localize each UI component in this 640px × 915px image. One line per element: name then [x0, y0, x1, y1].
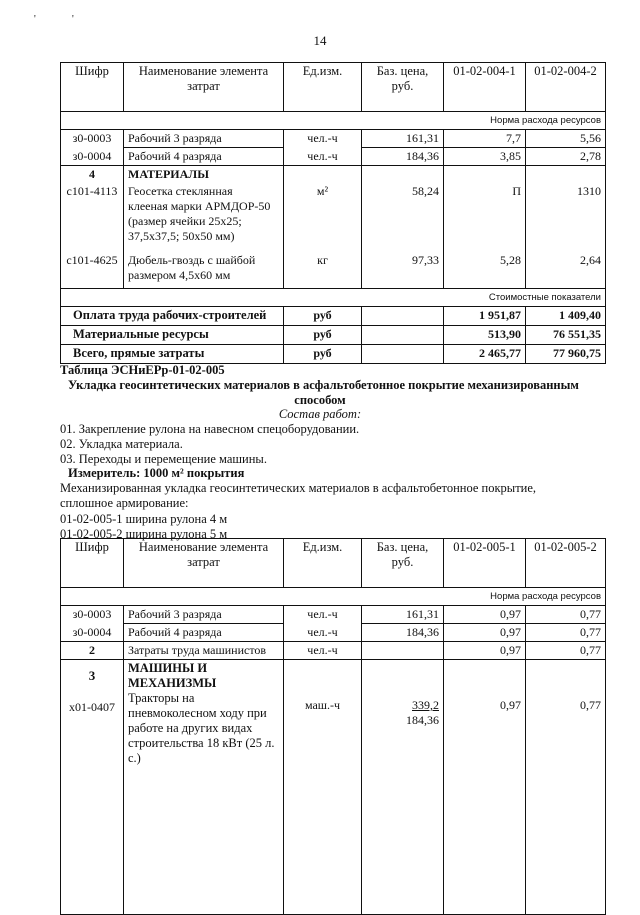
resource-table-1	[60, 62, 606, 364]
row-value-a: 7,7	[444, 130, 526, 148]
row-value-b: 0,77	[526, 606, 606, 624]
section-title-cont: МЕХАНИЗМЫ	[128, 676, 217, 690]
composition-label: Состав работ:	[278, 407, 362, 421]
header-name: Наименование элемента затрат	[124, 539, 284, 588]
total-unit: руб	[284, 345, 362, 364]
header-unit: Ед.изм.	[284, 63, 362, 112]
total-row	[61, 345, 606, 364]
row-value-b: 0,77	[526, 642, 606, 660]
work-step: 02. Укладка материала.	[60, 437, 183, 451]
section-number: 4	[61, 166, 124, 184]
total-name: Всего, прямые затраты	[61, 345, 284, 364]
section-name-cell	[124, 660, 284, 915]
table-row	[61, 148, 606, 166]
table-row	[61, 183, 606, 249]
total-row	[61, 307, 606, 326]
header-name: Наименование элемента затрат	[124, 63, 284, 112]
total-name: Материальные ресурсы	[61, 326, 284, 345]
section-cell	[61, 660, 124, 915]
work-step: 03. Переходы и перемещение машины.	[60, 452, 267, 466]
total-value-a: 513,90	[444, 326, 526, 345]
row-value-a: 0,97	[444, 624, 526, 642]
row-value-b: 0,77	[526, 660, 606, 915]
table-header-row	[61, 63, 606, 112]
scan-mark: '	[34, 14, 36, 25]
row-name-line: Тракторы на	[128, 691, 195, 705]
variant: 01-02-005-2 ширина рулона 5 м	[60, 527, 228, 541]
row-value-b: 2,78	[526, 148, 606, 166]
row-unit: маш.-ч	[284, 660, 362, 915]
total-value-b: 76 551,35	[526, 326, 606, 345]
row-unit: кг	[284, 249, 362, 289]
row-value-a: 0,97	[444, 606, 526, 624]
row-name-line: Геосетка стеклянная	[128, 184, 233, 198]
row-name-line: пневмоколесном ходу при	[128, 706, 267, 720]
row-value-b: 2,64	[526, 249, 606, 289]
total-value-a: 2 465,77	[444, 345, 526, 364]
variant: 01-02-005-1 ширина рулона 4 м	[60, 512, 228, 526]
row-code: з0-0004	[61, 624, 124, 642]
table-row	[61, 642, 606, 660]
header-col-b: 01-02-005-2	[526, 539, 606, 588]
row-code: с101-4625	[61, 249, 124, 289]
row-price	[362, 660, 444, 915]
header-code: Шифр	[61, 63, 124, 112]
norm-row	[61, 112, 606, 130]
header-code: Шифр	[61, 539, 124, 588]
total-row	[61, 326, 606, 345]
work-step: 01. Закрепление рулона на навесном спецоборудовании.	[60, 422, 360, 436]
section-heading: Укладка геосинтетических материалов в асфальтобетонное покрытие механизированным	[68, 378, 579, 392]
cost-label: Стоимостные показатели	[61, 289, 606, 307]
row-value-b: 1310	[526, 183, 606, 249]
description: Механизированная укладка геосинтетических материалов в асфальтобетонное покрытие,	[60, 481, 537, 495]
row-unit: чел.-ч	[284, 606, 362, 624]
row-price-labor: 184,36	[406, 713, 439, 727]
row-value-b: 5,56	[526, 130, 606, 148]
row-price: 161,31	[362, 606, 444, 624]
row-name-line: клееная марки АРМДОР-50	[128, 199, 271, 213]
row-value-a: 0,97	[444, 660, 526, 915]
description-cont: сплошное армирование:	[60, 496, 189, 510]
row-value-a: 3,85	[444, 148, 526, 166]
header-unit: Ед.изм.	[284, 539, 362, 588]
cost-row	[61, 289, 606, 307]
table-row	[61, 624, 606, 642]
table-header-row	[61, 539, 606, 588]
scan-mark: '	[72, 14, 74, 25]
row-name	[124, 183, 284, 249]
row-unit: чел.-ч	[284, 642, 362, 660]
total-unit: руб	[284, 307, 362, 326]
meter-label: Измеритель: 1000 м² покрытия	[68, 466, 245, 480]
row-value-a: 5,28	[444, 249, 526, 289]
header-price: Баз. цена, руб.	[362, 539, 444, 588]
row-name-line: 37,5х37,5; 50х50 мм)	[128, 229, 235, 243]
row-name: Рабочий 3 разряда	[124, 606, 284, 624]
table-title: Таблица ЭСНиЕРр-01-02-005	[60, 363, 225, 377]
row-name-line: работе на других видах	[128, 721, 253, 735]
row-name-line: Дюбель-гвоздь с шайбой	[128, 253, 256, 267]
header-col-a: 01-02-005-1	[444, 539, 526, 588]
section-row	[61, 660, 606, 915]
norm-row	[61, 588, 606, 606]
row-value-b: 0,77	[526, 624, 606, 642]
section-title: МАТЕРИАЛЫ	[124, 166, 284, 184]
header-col-a: 01-02-004-1	[444, 63, 526, 112]
row-code: з0-0004	[61, 148, 124, 166]
total-value-b: 1 409,40	[526, 307, 606, 326]
row-price: 58,24	[362, 183, 444, 249]
resource-table-2	[60, 538, 606, 915]
row-code: з0-0003	[61, 606, 124, 624]
total-value-a: 1 951,87	[444, 307, 526, 326]
row-value-a: П	[444, 183, 526, 249]
table-row	[61, 130, 606, 148]
row-name-line: (размер ячейки 25х25;	[128, 214, 242, 228]
section-heading-cont: способом	[294, 393, 346, 407]
norm-label: Норма расхода ресурсов	[61, 112, 606, 130]
header-price: Баз. цена, руб.	[362, 63, 444, 112]
row-value-a: 0,97	[444, 642, 526, 660]
row-price: 184,36	[362, 148, 444, 166]
row-unit: м²	[284, 183, 362, 249]
row-code: х01-0407	[69, 700, 115, 714]
row-price-main: 339,2	[412, 698, 439, 712]
row-price: 161,31	[362, 130, 444, 148]
row-name-line: размером 4,5х60 мм	[128, 268, 231, 282]
row-unit: чел.-ч	[284, 148, 362, 166]
row-unit: чел.-ч	[284, 130, 362, 148]
row-name-line: строительства 18 кВт (25 л.	[128, 736, 275, 750]
row-name-line: с.)	[128, 751, 141, 765]
row-code: 2	[61, 642, 124, 660]
row-code: з0-0003	[61, 130, 124, 148]
section-row	[61, 166, 606, 184]
row-price: 184,36	[362, 624, 444, 642]
row-name: Рабочий 3 разряда	[124, 130, 284, 148]
row-name	[124, 249, 284, 289]
section-number: 3	[88, 668, 96, 683]
header-col-b: 01-02-004-2	[526, 63, 606, 112]
total-unit: руб	[284, 326, 362, 345]
page-number: 14	[313, 33, 327, 48]
total-value-b: 77 960,75	[526, 345, 606, 364]
norm-label: Норма расхода ресурсов	[61, 588, 606, 606]
table-row	[61, 249, 606, 289]
table-row	[61, 606, 606, 624]
section-title: МАШИНЫ И	[128, 661, 208, 675]
total-name: Оплата труда рабочих-строителей	[61, 307, 284, 326]
row-price: 97,33	[362, 249, 444, 289]
row-name: Затраты труда машинистов	[124, 642, 284, 660]
row-price	[362, 642, 444, 660]
row-unit: чел.-ч	[284, 624, 362, 642]
row-name: Рабочий 4 разряда	[124, 624, 284, 642]
row-name: Рабочий 4 разряда	[124, 148, 284, 166]
row-code: с101-4113	[61, 183, 124, 249]
